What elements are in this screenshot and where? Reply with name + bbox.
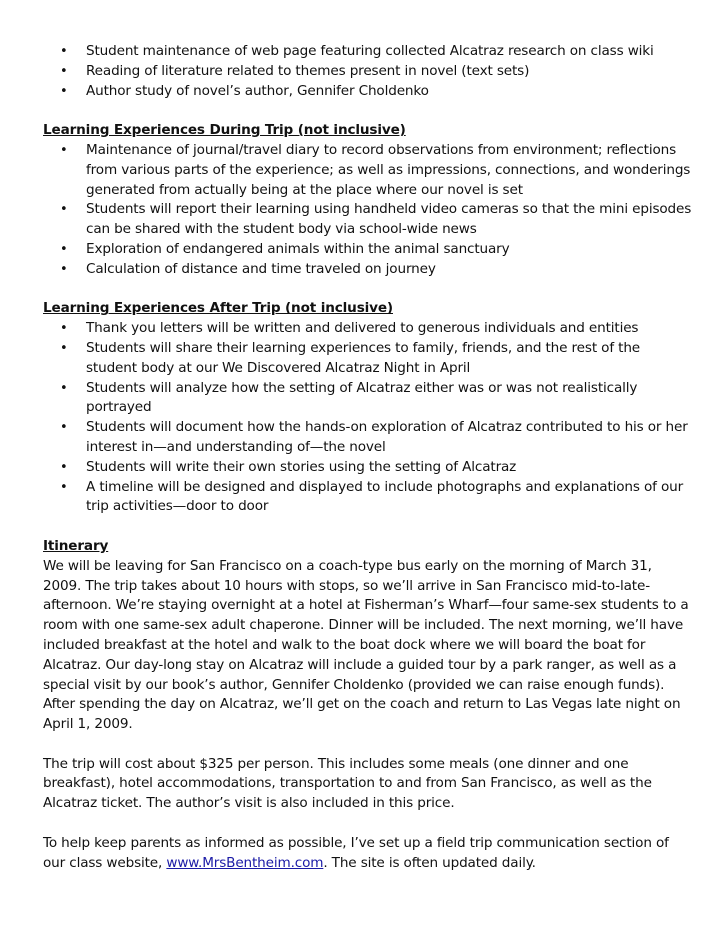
bullet: • xyxy=(60,321,68,337)
during-trip-heading: Learning Experiences During Trip (not inclusive) xyxy=(43,122,406,139)
list-item xyxy=(43,339,693,379)
list-item-text: Students will report their learning using handheld video cameras so that the mini episodes can be shared with the student body via school-wide news xyxy=(86,201,692,238)
list-item xyxy=(43,240,693,260)
spacer xyxy=(43,280,693,300)
bullet: • xyxy=(60,380,68,396)
list-item xyxy=(43,82,693,102)
bullet: • xyxy=(60,479,68,495)
list-item-text: Student maintenance of web page featuring collected Alcatraz research on class wiki xyxy=(86,43,654,59)
list-item-text: Reading of literature related to themes present in novel (text sets) xyxy=(86,62,530,79)
list-item-text: Students will write their own stories using the setting of Alcatraz xyxy=(86,458,517,475)
list-item xyxy=(43,42,693,62)
website-paragraph-suffix: . The site is often updated daily. xyxy=(323,854,536,871)
list-item-text: Students will document how the hands-on exploration of Alcatraz contributed to his or her interest in—and understanding of—the novel xyxy=(86,419,688,455)
list-item xyxy=(43,319,693,339)
bullet: • xyxy=(60,459,68,475)
list-item xyxy=(43,418,693,458)
spacer xyxy=(43,101,693,121)
document-page xyxy=(43,42,693,873)
list-item-text: Exploration of endangered animals within the animal sanctuary xyxy=(86,240,510,257)
cost-paragraph: The trip will cost about $325 per person. This includes some meals (one dinner and one breakfast), hotel accommodations, transportation to and from San Francisco, as well as the Alcatraz ticket. The author’s visit is also included in this price. xyxy=(43,755,652,812)
website-paragraph-text: To help keep parents as informed as possible, I’ve set up a field trip communication section of our class website, xyxy=(43,834,669,871)
list-item-text: Author study of novel’s author, Gennifer Choldenko xyxy=(86,82,429,99)
itinerary-heading: Itinerary xyxy=(43,537,109,554)
bullet: • xyxy=(60,142,68,158)
list-item xyxy=(43,200,693,240)
spacer xyxy=(43,735,693,755)
list-item xyxy=(43,141,693,200)
during-trip-list xyxy=(43,141,693,280)
after-trip-list xyxy=(43,319,693,517)
bullet: • xyxy=(60,83,68,99)
list-item xyxy=(43,379,693,419)
list-item xyxy=(43,260,693,280)
after-trip-heading: Learning Experiences After Trip (not inclusive) xyxy=(43,300,393,317)
bullet: • xyxy=(60,241,68,257)
list-item xyxy=(43,478,693,518)
list-item xyxy=(43,458,693,478)
list-item xyxy=(43,62,693,82)
website-paragraph xyxy=(43,834,693,874)
list-item-text: Thank you letters will be written and delivered to generous individuals and entities xyxy=(86,320,639,337)
spacer xyxy=(43,517,693,537)
list-item-text: Calculation of distance and time traveled on journey xyxy=(86,260,436,277)
pre-trip-list xyxy=(43,42,693,101)
list-item-text: Students will share their learning experiences to family, friends, and the rest of the student body at our We Discovered Alcatraz Night in April xyxy=(86,339,641,376)
bullet: • xyxy=(60,261,68,277)
bullet: • xyxy=(60,420,68,436)
list-item-text: Students will analyze how the setting of Alcatraz either was or was not realistically portrayed xyxy=(86,379,638,416)
list-item-text: Maintenance of journal/travel diary to record observations from environment; reflections from various parts of the experience; as well as impressions, connections, and wonderings generated from actually being at the place where our novel is set xyxy=(86,141,691,198)
itinerary-paragraph: We will be leaving for San Francisco on a coach-type bus early on the morning of March 31, 2009. The trip takes about 10 hours with stops, so we’ll arrive in San Francisco mid-to-late-afternoon. We’re staying overnight at a hotel at Fisherman’s Wharf—four same-sex students to a room with one same-sex adult chaperone. Dinner will be included. The next morning, we’ll have included breakfast at the hotel and walk to the boat dock where we will board the boat for Alcatraz. Our day-long stay on Alcatraz will include a guided tour by a park ranger, as well as a special visit by our book’s author, Gennifer Choldenko (provided we can raise enough funds). After spending the day on Alcatraz, we’ll get on the coach and return to Las Vegas late night on April 1, 2009. xyxy=(43,557,689,733)
class-website-link[interactable]: www.MrsBentheim.com xyxy=(166,854,324,871)
bullet: • xyxy=(60,202,68,218)
bullet: • xyxy=(60,340,68,356)
bullet: • xyxy=(60,44,68,59)
list-item-text: A timeline will be designed and displayed to include photographs and explanations of our trip activities—door to door xyxy=(86,478,684,515)
bullet: • xyxy=(60,63,68,79)
spacer xyxy=(43,814,693,834)
